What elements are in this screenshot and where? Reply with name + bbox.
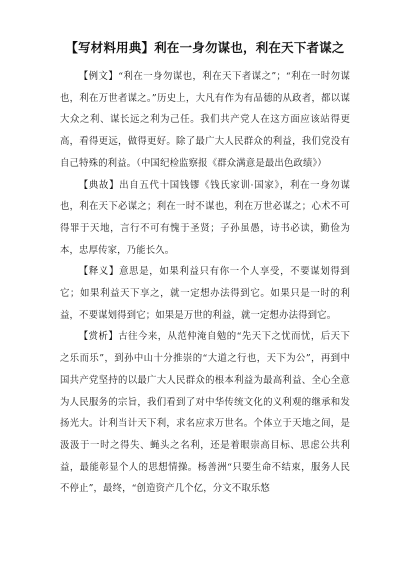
appreciation-section xyxy=(60,326,350,500)
meaning-text: 意思是，如果利益只有你一个人享受，不要谋划得到它；如果利益天下享之，就一定想办法得到它。如果只是一时的利益，不要谋划得到它；如果是万世的利益，就一定想办法得到它。 xyxy=(60,266,350,321)
appreciation-text: 古往今来，从范仲淹自勉的“先天下之忧而忧，后天下之乐而乐”，到孙中山十分推崇的“大道之行也，天下为公”，再到中国共产党坚持的以最广大人民群众的根本利益为最高利益、全心全意为人民服务的宗旨，我们看到了对中华传统文化的义利观的继承和发扬光大。计利当计天下利，求名应求万世名。个体立于天地之间，是汲汲于一时之得失、蝇头之名利，还是着眼崇高目标、思虑公共利益，最能彰显个人的思想情操。杨善洲“只要生命不结束，服务人民不停止”，最终，“创造资产几个亿，分文不取乐悠 xyxy=(60,331,350,495)
example-section xyxy=(60,66,350,175)
allusion-section xyxy=(60,175,350,262)
allusion-text: 出自五代十国钱镠《钱氏家训·国家》，利在一身勿谋也，利在天下必谋之；利在一时不谋也，利在万世必谋之；心术不可得罪于天地，言行不可有愧于圣贤；子孙虽愚，诗书必读，勤俭为本，忠厚传家，乃能长久。 xyxy=(60,179,351,256)
example-label: 【例文】 xyxy=(78,71,119,82)
document-title: 【写材料用典】利在一身勿谋也，利在天下者谋之 xyxy=(65,40,345,55)
meaning-label: 【释义】 xyxy=(78,266,120,278)
meaning-section xyxy=(60,261,350,326)
appreciation-label: 【赏析】 xyxy=(78,331,119,343)
example-text: “利在一身勿谋也，利在天下者谋之”；“利在一时勿谋也，利在万世者谋之。”历史上，大凡有作为有品德的从政者，都以谋大众之利、谋长远之利为己任。我们共产党人在这方面应该站得更高，看得更远，做得更好。除了最广大人民群众的利益，我们党没有自己特殊的利益。（中国纪检监察报《群众满意是最出色政绩》） xyxy=(60,71,350,169)
allusion-label: 【典故】 xyxy=(78,179,120,191)
